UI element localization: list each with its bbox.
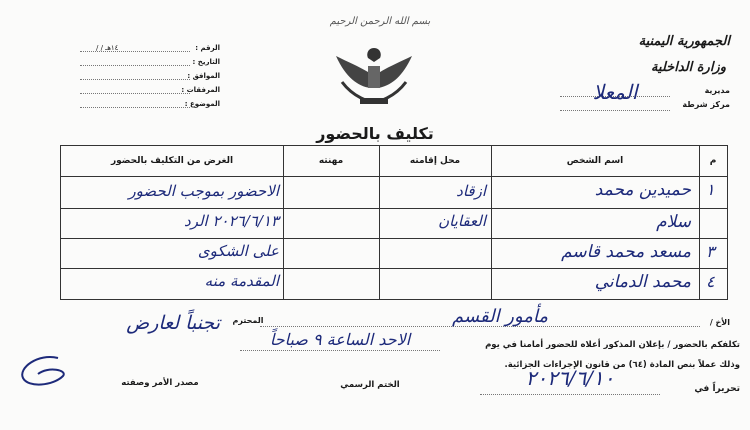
handwritten-day: الاحد الساعة ٩ صباحاً xyxy=(269,330,411,349)
header-job: مهنته xyxy=(318,156,344,166)
directorate-handwritten-value: المعلا xyxy=(592,80,638,104)
ministry-name: وزارة الداخلية xyxy=(650,60,726,75)
issuer-label: مصدر الأمر وصفته xyxy=(121,378,199,388)
day-line xyxy=(240,350,440,351)
police-center-line xyxy=(560,110,670,111)
meta-number: الرقم : xyxy=(80,44,220,56)
signature-scribble xyxy=(8,348,78,398)
directorate-label: مديرية xyxy=(704,86,730,95)
meta-attachments: المرفقات : xyxy=(80,86,220,98)
written-on-label: تحريراً في xyxy=(694,384,740,394)
margin-note: تجنباً لعارض xyxy=(126,312,220,334)
official-stamp-label: الختم الرسمي xyxy=(340,380,400,390)
row1-purpose: الاحضور بموجب الحضور xyxy=(128,182,279,200)
respected-label: المحترم xyxy=(232,316,264,325)
row1-name: حميدين محمد xyxy=(594,180,691,200)
law-reference: وذلك عملاً بنص المادة (٦٤) من قانون الإجراءات الجزائية. xyxy=(504,360,740,370)
row4-purpose: المقدمة منه xyxy=(204,272,279,290)
meta-date: التاريخ : xyxy=(80,58,220,70)
police-center-label: مركز شرطة xyxy=(682,100,730,109)
summons-body-text: تكلفكم بالحضور / بإعلان المذكور أعلاه للحضور أمامنا في يوم xyxy=(485,340,740,350)
meta-corresponding: الموافق : xyxy=(80,72,220,84)
document-title: تكليف بالحضور xyxy=(316,124,434,143)
header-residence: محل إقامته xyxy=(409,156,461,166)
row3-name: مسعد محمد قاسم xyxy=(561,242,691,262)
written-on-line xyxy=(480,394,660,395)
row2-purpose: ٢٠٢٦/٦/١٣ الرد xyxy=(184,212,279,230)
header-index: م xyxy=(709,156,717,166)
row3-purpose: على الشكوى xyxy=(197,242,279,260)
brother-handwritten-name: مأمور القسم xyxy=(451,306,549,327)
row3-index: ٣ xyxy=(706,242,715,261)
row4-name: محمد الدماني xyxy=(594,272,691,292)
handwritten-date: ٢٠٢٦/٦/١٠ xyxy=(525,366,615,390)
row2-name: سلام xyxy=(656,212,691,232)
row1-index: ١ xyxy=(706,180,715,199)
header-purpose: الغرض من التكليف بالحضور xyxy=(110,156,234,166)
row1-residence: ازقاد xyxy=(456,182,486,200)
basmala: بسم الله الرحمن الرحيم xyxy=(329,16,431,27)
brother-label: الأخ / xyxy=(709,318,730,327)
meta-date-hint: / / ١٤هـ xyxy=(96,44,119,52)
persons-table xyxy=(60,145,728,300)
header-name: اسم الشخص xyxy=(566,156,624,166)
row2-residence: العقايان xyxy=(438,212,486,230)
row4-index: ٤ xyxy=(706,272,715,291)
meta-subject: الموضوع : xyxy=(80,100,220,112)
country-name: الجمهورية اليمنية xyxy=(638,34,730,49)
yemen-eagle-emblem-icon xyxy=(330,42,418,110)
